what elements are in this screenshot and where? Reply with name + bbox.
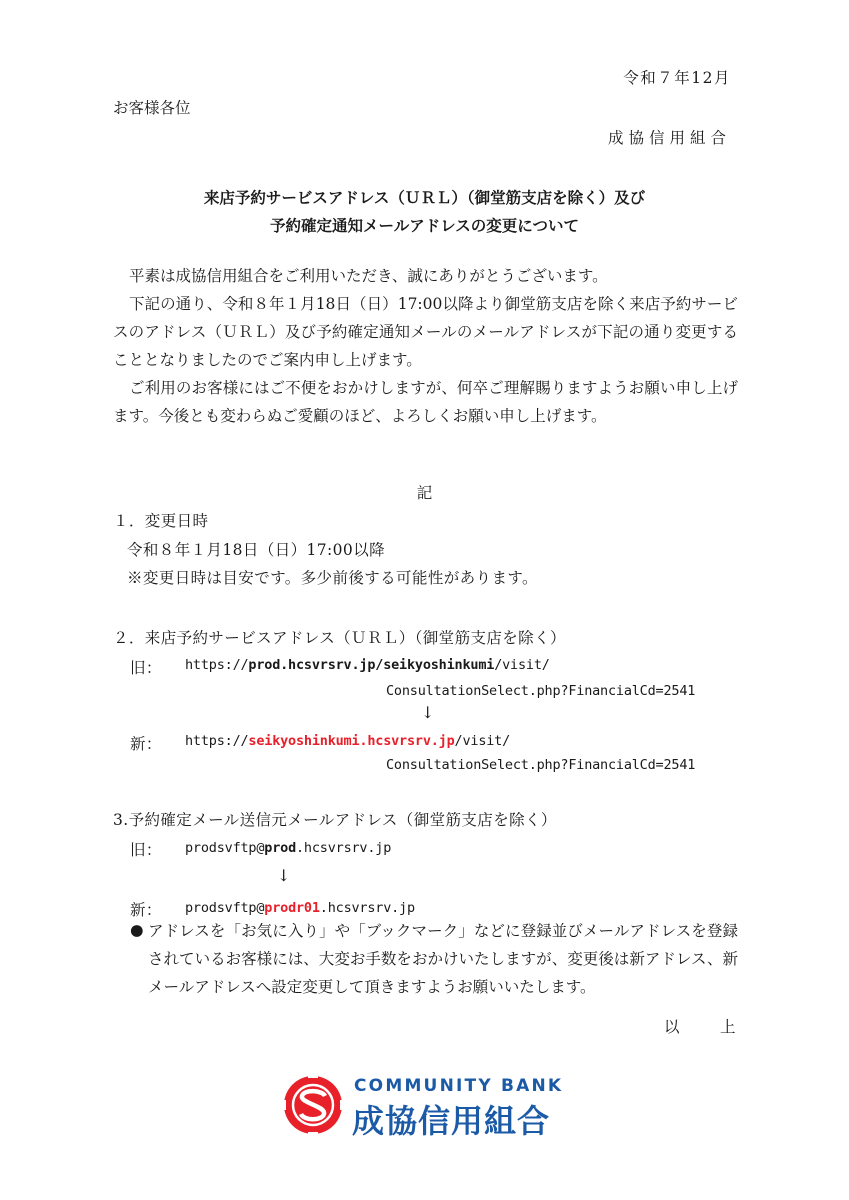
logo-english-text: COMMUNITY BANK xyxy=(354,1076,564,1096)
logo-japanese-text: 成協信用組合 xyxy=(352,1102,551,1140)
new-url-path: /visit/ xyxy=(454,733,511,749)
new-mail-subdomain: prodr01 xyxy=(264,900,320,916)
old-mail-address[interactable] xyxy=(185,840,391,856)
old-mail-subdomain: prod xyxy=(264,840,296,856)
old-url-line2: ConsultationSelect.php?FinancialCd=2541 xyxy=(386,683,696,699)
sender-name: 成協信用組合 xyxy=(607,129,731,147)
closing-right: 上 xyxy=(720,1018,736,1036)
bank-logo xyxy=(282,1072,572,1140)
section2-heading: ２．来店予約サービスアドレス（ＵＲＬ）（御堂筋支店を除く） xyxy=(113,629,566,647)
apology-paragraph: ご利用のお客様にはご不便をおかけしますが、何卒ご理解賜りますようお願い申し上げます。今後とも変わらぬご愛顧のほど、よろしくお願い申し上げます。 xyxy=(113,379,738,425)
bullet-icon: ● xyxy=(130,921,144,939)
old-mail-user: prodsvftp@ xyxy=(185,840,265,856)
old-url-prefix: https:// xyxy=(185,657,249,673)
old-url-host: prod.hcsvrsrv.jp/seikyoshinkumi xyxy=(248,657,495,673)
new-url[interactable] xyxy=(185,733,510,749)
new-url-host: seikyoshinkumi.hcsvrsrv.jp xyxy=(248,733,455,749)
section1-heading: １．変更日時 xyxy=(113,512,209,530)
ki-marker: 記 xyxy=(416,484,433,502)
new-url-line2: ConsultationSelect.php?FinancialCd=2541 xyxy=(386,757,696,773)
section3-heading: 3.予約確定メール送信元メールアドレス（御堂筋支店を除く） xyxy=(113,811,557,829)
bookmark-note: アドレスを「お気に入り」や「ブックマーク」などに登録並びメールアドレスを登録されているお客様には、大変お手数をおかけいたしますが、変更後は新アドレス、新メールアドレスへ設定変更して頂きますようお願いいたします。 xyxy=(148,922,738,996)
addressee: お客様各位 xyxy=(113,99,191,117)
new-url-prefix: https:// xyxy=(185,733,249,749)
down-arrow-icon: ↓ xyxy=(277,866,291,885)
new-mail-domain: .hcsvrsrv.jp xyxy=(319,900,415,916)
down-arrow-icon: ↓ xyxy=(421,703,435,722)
closing-left: 以 xyxy=(664,1018,680,1036)
new-url-label: 新： xyxy=(130,735,162,753)
old-mail-label: 旧： xyxy=(130,841,162,859)
new-mail-address[interactable] xyxy=(185,900,415,916)
s-emblem-icon xyxy=(282,1074,344,1136)
new-mail-user: prodsvftp@ xyxy=(185,900,265,916)
old-url[interactable] xyxy=(185,657,550,673)
old-mail-domain: .hcsvrsrv.jp xyxy=(296,840,392,856)
announcement-paragraph: 下記の通り、令和８年１月18日（日）17:00以降より御堂筋支店を除く来店予約サービスのアドレス（ＵＲＬ）及び予約確定通知メールのメールアドレスが下記の通り変更することとなりましたのでご案内申し上げます。 xyxy=(113,295,738,369)
document-title-line2: 予約確定通知メールアドレスの変更について xyxy=(270,216,579,235)
change-datetime: 令和８年１月18日（日）17:00以降 xyxy=(127,541,385,559)
document-date: 令和７年12月 xyxy=(623,69,731,87)
greeting-paragraph: 平素は成協信用組合をご利用いただき、誠にありがとうございます。 xyxy=(129,267,608,285)
old-url-label: 旧： xyxy=(130,659,162,677)
old-url-path: /visit/ xyxy=(494,657,550,673)
new-mail-label: 新： xyxy=(130,901,162,919)
document-title-line1: 来店予約サービスアドレス（ＵＲＬ）（御堂筋支店を除く）及び xyxy=(203,188,646,207)
datetime-note: ※変更日時は目安です。多少前後する可能性があります。 xyxy=(127,569,538,587)
